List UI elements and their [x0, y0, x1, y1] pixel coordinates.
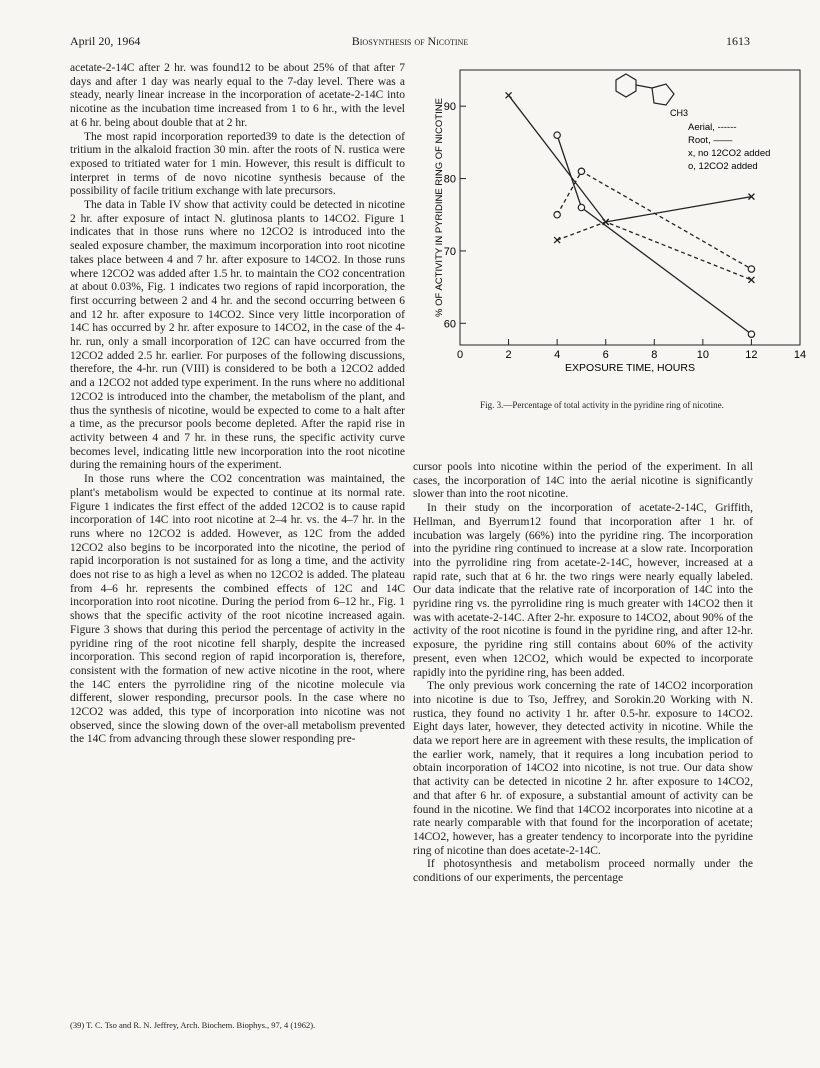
figure-3 [430, 60, 810, 390]
footnote: (39) T. C. Tso and R. N. Jeffrey, Arch. Biochem. Biophys., 97, 4 (1962). [70, 1020, 316, 1030]
line-chart [430, 60, 810, 390]
y-tick-label: 70 [443, 245, 456, 258]
data-point [554, 212, 560, 218]
x-tick-label: 6 [602, 349, 609, 361]
paragraph: In their study on the incorporation of acetate-2-14C, Griffith, Hellman, and Byerrum12 found that incorporation after 1 hr. of incubation was largely (66%) into the pyridine ring. The incorporation into the pyridine ring continued to increase at a slow rate. Incorporation into the pyrrolidine ring from acetate-2-14C, however, increased at a rapid rate, such that at 6 hr. the two rings were nearly equally labeled. Our data indicate that the relative rate of incorporation of 14C into the pyridine ring vs. the pyrrolidine ring is much greater with 14CO2 then it was with acetate-2-14C. After 2-hr. exposure to 14CO2, about 90% of the activity of the root nicotine is found in the pyridine ring, and after 12-hr. exposure, the pyridine ring still contains about 60% of the activity present, even when 12CO2, which would be expected to incorporate rapidly into the pyridine ring, has been added. [413, 502, 753, 679]
header-date: April 20, 1964 [70, 34, 141, 48]
data-point [578, 168, 584, 174]
paragraph: In those runs where the CO2 concentration was maintained, the plant's metabolism would be expected to continue at its normal rate. Figure 1 indicates the first effect of the added 12CO2 is to cause rapid incorporation of 14C into root nicotine at 2–4 hr. vs. the 4–7 hr. in the runs where no 12CO2 is added. However, as 12C from the added 12CO2 also begins to be incorporated into the nicotine, the period of rapid incorporation is not sustained for as long a time, and the activity does not rise to as high a level as when no 12CO2 is added. The plateau from 4–6 hr. represents the combined effects of 12C and 14C incorporation into root nicotine. During the period from 6–12 hr., Fig. 1 shows that the specific activity of the root nicotine increased again. Figure 3 shows that during this period the percentage of activity in the pyridine ring of the root nicotine fell sharply, despite the increased incorporation. This second region of rapid incorporation is, therefore, consistent with the formation of new active nicotine in the root, where the 14C enters the pyrrolidine ring of the nicotine molecule via different, slower responding, precursor pools. In the case where no 12CO2 was added, this type of incorporation into nicotine was not observed, since the slowing down of the over-all metabolism prevented the 14C from advancing through these slower responding pre- [70, 473, 405, 746]
paragraph: The data in Table IV show that activity could be detected in nicotine 2 hr. after exposure of intact N. glutinosa plants to 14CO2. Figure 1 indicates that in those runs where no 12CO2 is introduced into the sealed exposure chamber, the maximum incorporation into root nicotine takes place between 4 and 7 hr. after exposure to 14CO2. In those runs where 12CO2 was added after 1.5 hr. to maintain the CO2 concentration at about 0.03%, Fig. 1 indicates two regions of rapid incorporation, the first occurring between 2 and 4 hr. and the second occurring between 6 and 12 hr. after exposure to 14CO2. Since very little incorporation of 14C has occurred by 2 hr. after exposure to 14CO2, in the case of the 4-hr. run, only a small incorporation of 12C can have occurred from the 12CO2 added 2.5 hr. earlier. For purposes of the following discussions, therefore, the 4-hr. run (VIII) is considered to be both a 12CO2 added and a 12CO2 not added type experiment. In the runs where no additional 12CO2 is introduced into the chamber, the metabolism of the plant, and thus the synthesis of nicotine, would be expected to come to a halt after a time, as the precursor pools become depleted. After the rapid rise in activity between 4 and 7 hr. in these runs, the specific activity curve becomes level, indicating little new incorporation into the root nicotine during the remaining hours of the experiment. [70, 199, 406, 472]
y-tick-label: 80 [443, 173, 456, 186]
data-point [748, 266, 754, 272]
x-tick-label: 14 [793, 349, 807, 361]
x-tick-label: 8 [651, 349, 658, 361]
nicotine-structure-icon [616, 74, 674, 105]
header-title: Biosynthesis of Nicotine [351, 34, 469, 48]
paragraph: If photosynthesis and metabolism proceed normally under the conditions of our experiments, the percentage [413, 858, 753, 885]
left-column [70, 62, 405, 747]
x-tick-label: 12 [745, 349, 758, 361]
x-tick-label: 4 [554, 349, 561, 361]
right-column [413, 461, 753, 886]
legend-entry: Root, —— [688, 135, 733, 146]
y-tick-label: 60 [443, 318, 456, 331]
y-axis-label: % OF ACTIVITY IN PYRIDINE RING OF NICOTINE [434, 98, 445, 317]
structure-label: CH3 [670, 108, 689, 118]
x-axis-label: EXPOSURE TIME, HOURS [565, 362, 695, 374]
legend-entry: Aerial, ------ [688, 122, 737, 133]
data-point [554, 132, 560, 138]
paragraph: acetate-2-14C after 2 hr. was found12 to be about 25% of that after 7 days and after 1 day was nearly equal to the 7-day level. There was a steady, nearly linear increase in the incorporation of acetate-2-14C into nicotine as the incubation time increased from 1 to 6 hr., with the level at 6 hr. being about double that at 2 hr. [70, 62, 405, 129]
header-page-number: 1613 [726, 34, 750, 48]
data-point [748, 277, 754, 283]
page-header [70, 34, 750, 52]
legend-entry: x, no 12CO2 added [688, 148, 771, 159]
series-line [557, 171, 751, 269]
paragraph: cursor pools into nicotine within the period of the experiment. In all cases, the incorporation of 14C into the aerial nicotine is significantly slower than into the root nicotine. [413, 461, 753, 501]
data-point [748, 331, 754, 337]
data-point [578, 204, 584, 210]
data-point [554, 237, 560, 243]
paragraph: The only previous work concerning the rate of 14CO2 incorporation into nicotine is due to Tso, Jeffrey, and Sorokin.20 Working with N. rustica, they found no activity 1 hr. after 0.5-hr. exposure to 14CO2. Eight days later, however, they detected activity in nicotine. While the data we report here are in agreement with these results, the implication of the earlier work, namely, that it requires a long incubation period to obtain incorporation of 14CO2 into nicotine, is not true. Our data show that activity can be detected in nicotine 2 hr. after exposure to 14CO2, and that after 6 hr. of exposure, a substantial amount of activity can be found in the nicotine. We find that 14CO2 incorporates into nicotine at a rate nearly comparable with that found for the incorporation of acetate; 14CO2, however, has a greater tendency to incorporate into the pyridine ring of nicotine than does acetate-2-14C. [413, 680, 753, 857]
x-tick-label: 2 [505, 349, 512, 361]
plot-frame [460, 70, 800, 345]
legend-entry: o, 12CO2 added [688, 161, 758, 172]
data-point [506, 92, 512, 98]
x-tick-label: 10 [696, 349, 709, 361]
x-tick-label: 0 [456, 349, 464, 361]
paragraph: The most rapid incorporation reported39 to date is the detection of tritium in the alkaloid fraction 30 min. after the roots of N. rustica were exposed to tritiated water for 1 min. However, this result is difficult to interpret in terms of de novo nicotine synthesis because of the possibility of facile tritium exchange with late precursors. [70, 130, 405, 198]
figure-caption: Fig. 3.—Percentage of total activity in the pyridine ring of nicotine. [480, 400, 724, 410]
series-line [557, 222, 751, 280]
y-tick-label: 90 [443, 101, 456, 114]
